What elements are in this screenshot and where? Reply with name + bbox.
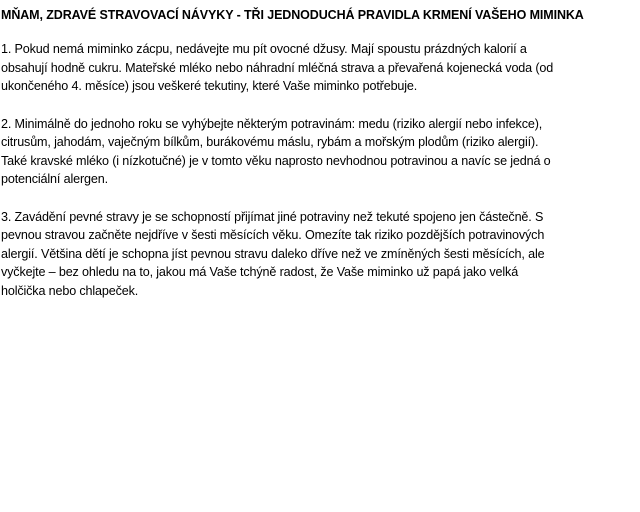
paragraph-2 <box>1 115 637 189</box>
paragraph-line: holčička nebo chlapeček. <box>1 283 139 298</box>
paragraph-line: potenciální alergen. <box>1 172 108 186</box>
paragraph-line: 3. Zavádění pevné stravy je se schopností přijímat jiné potraviny než tekuté spojeno jen částečně. S <box>1 209 544 224</box>
paragraph-line: 2. Minimálně do jednoho roku se vyhýbejte některým potravinám: medu (riziko alergií nebo infekce), <box>1 116 543 131</box>
paragraph-line: obsahují hodně cukru. Mateřské mléko nebo náhradní mléčná strava a převařená kojenecká voda (od <box>1 60 554 75</box>
paragraph-line: 1. Pokud nemá miminko zácpu, nedávejte mu pít ovocné džusy. Mají spoustu prázdných kalorií a <box>1 42 527 56</box>
page-title: MŇAM, ZDRAVÉ STRAVOVACÍ NÁVYKY - TŘI JEDNODUCHÁ PRAVIDLA KRMENÍ VAŠEHO MIMINKA <box>1 8 584 22</box>
paragraph-line: vyčkejte – bez ohledu na to, jakou má Vaše tchýně radost, že Vaše miminko už papá jako velká <box>1 265 519 279</box>
paragraph-line: citrusům, jahodám, vaječným bílkům, burákovému máslu, rybám a mořským plodům (riziko alergií). <box>1 135 539 149</box>
paragraph-line: Také kravské mléko (i nízkotučné) je v tomto věku naprosto nevhodnou potravinou a navíc se jedná o <box>1 153 551 168</box>
paragraph-1 <box>1 40 637 96</box>
paragraph-line: ukončeného 4. měsíce) jsou veškeré tekutiny, které Vaše miminko potřebuje. <box>1 79 418 93</box>
document <box>1 7 637 319</box>
paragraph-line: pevnou stravou začněte nejdříve v šesti měsících věku. Omezíte tak riziko pozdějších potravinových <box>1 228 545 242</box>
paragraph-line: alergií. Většina dětí je schopna jíst pevnou stravu daleko dříve než ve zmíněných šesti měsících, ale <box>1 246 545 261</box>
paragraph-3 <box>1 208 637 301</box>
